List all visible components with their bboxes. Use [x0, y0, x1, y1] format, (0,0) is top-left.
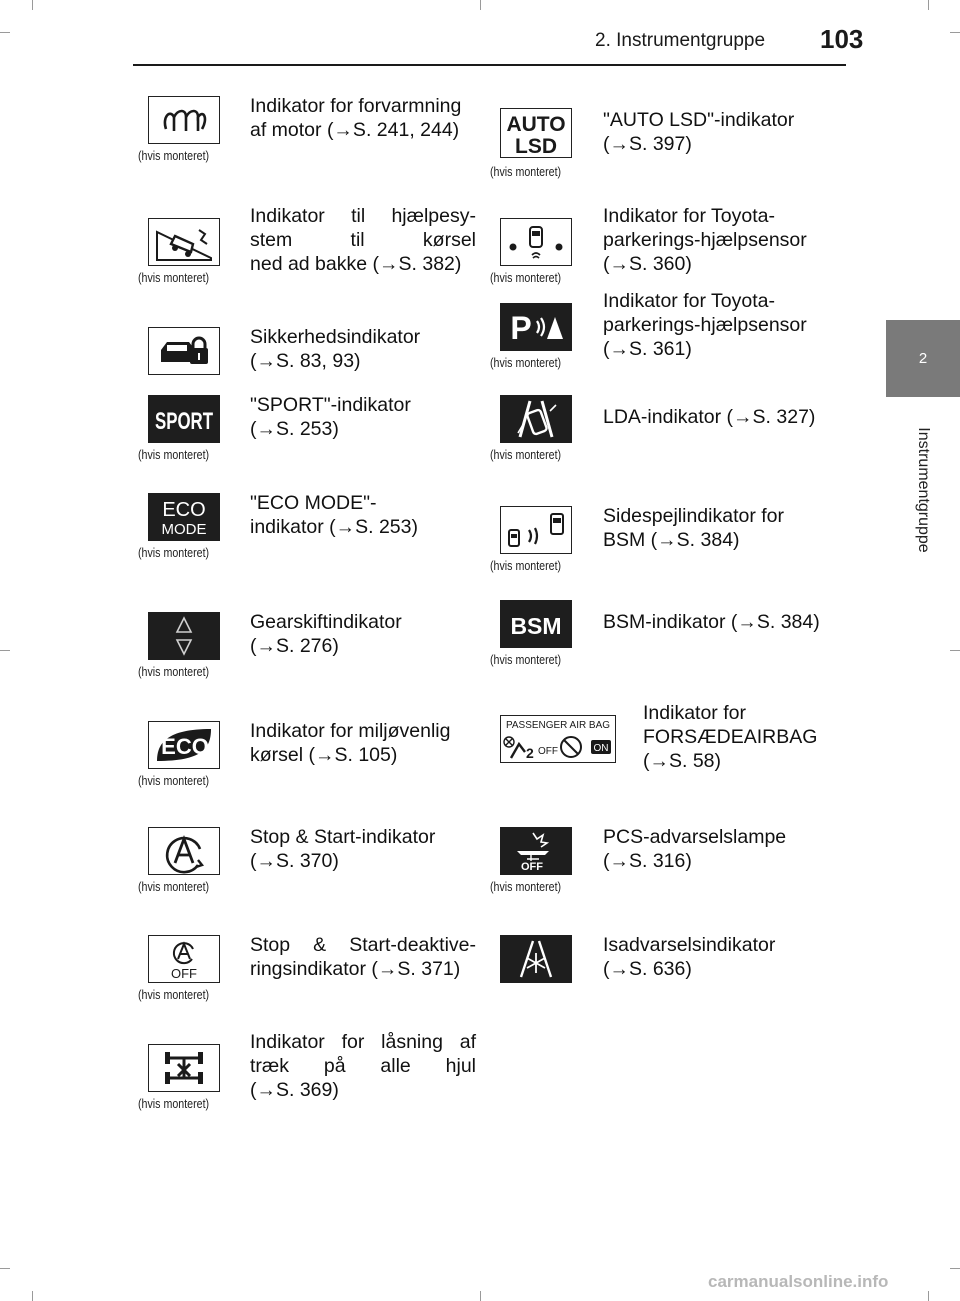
fitted-label: (hvis monteret) — [138, 773, 210, 788]
crop-mark — [928, 0, 929, 10]
eco-mode-icon — [148, 493, 220, 541]
indicator-description — [250, 610, 476, 658]
description-line: Indikator for Toyota- — [603, 290, 775, 312]
svg-text:ECO: ECO — [161, 734, 209, 759]
preheat-coil-icon — [148, 96, 220, 144]
svg-text:MODE: MODE — [161, 521, 207, 538]
description-line: BSM (→S. 384) — [603, 529, 740, 551]
eco-drive-icon — [148, 721, 220, 769]
security-lock-icon — [148, 327, 220, 375]
description-line: parkerings-hjælpsensor — [603, 229, 807, 251]
description-line: Indikator for forvarmning — [250, 95, 462, 117]
fitted-label: (hvis monteret) — [490, 447, 562, 462]
description-line: (→S. 397) — [603, 133, 692, 155]
fitted-label: (hvis monteret) — [490, 164, 562, 179]
description-line: parkerings-hjælpsensor — [603, 314, 807, 336]
bsm-mirror-icon — [500, 506, 572, 554]
fitted-label: (hvis monteret) — [490, 558, 562, 573]
indicator-description — [603, 108, 829, 156]
crop-mark — [950, 32, 960, 33]
indicator-description — [250, 393, 476, 441]
description-line: BSM-indikator (→S. 384) — [603, 611, 820, 633]
fitted-label: (hvis monteret) — [138, 148, 210, 163]
indicator-description — [603, 610, 829, 634]
header-rule — [133, 64, 846, 66]
chapter-tab-number: 2 — [886, 320, 960, 397]
fitted-label: (hvis monteret) — [138, 1096, 210, 1111]
crop-mark — [950, 1268, 960, 1269]
indicator-description — [250, 325, 476, 373]
description-line: (→S. 360) — [603, 253, 692, 275]
fitted-label: (hvis monteret) — [490, 355, 562, 370]
pcs-warning-icon — [500, 827, 572, 875]
description-line: Indikator for Toyota- — [603, 205, 775, 227]
description-line: Stop & Start-deaktive- — [250, 934, 476, 956]
chapter-tab-label: Instrumentgruppe — [915, 426, 932, 553]
fitted-label: (hvis monteret) — [138, 664, 210, 679]
page-number: 103 — [820, 24, 864, 54]
description-line: "SPORT"-indikator — [250, 394, 411, 416]
stop-start-off-icon — [148, 935, 220, 983]
indicator-description — [603, 204, 829, 276]
description-line: Gearskiftindikator — [250, 611, 402, 633]
svg-text:SPORT: SPORT — [155, 408, 214, 435]
svg-text:AUTO: AUTO — [506, 113, 566, 136]
fitted-label: (hvis monteret) — [490, 270, 562, 285]
description-line: (→S. 83, 93) — [250, 350, 361, 372]
indicator-description — [250, 719, 476, 767]
description-line: træk på alle hjul — [250, 1055, 476, 1077]
watermark: carmanualsonline.info — [708, 1272, 889, 1291]
svg-text:LSD: LSD — [515, 135, 557, 158]
ice-warning-icon — [500, 935, 572, 983]
description-line: FORSÆDEAIRBAG — [643, 726, 818, 748]
description-line: (→S. 369) — [250, 1079, 339, 1101]
auto-lsd-icon — [500, 108, 572, 158]
indicator-description — [250, 1030, 476, 1102]
indicator-description — [250, 825, 476, 873]
lda-icon — [500, 395, 572, 443]
indicator-description — [250, 94, 476, 142]
crop-mark — [480, 0, 481, 10]
svg-text:ON: ON — [593, 743, 609, 754]
fitted-label: (hvis monteret) — [138, 447, 210, 462]
fitted-label: (hvis monteret) — [490, 879, 562, 894]
description-line: af motor (→S. 241, 244) — [250, 119, 460, 141]
description-line: (→S. 370) — [250, 850, 339, 872]
fitted-label: (hvis monteret) — [138, 270, 210, 285]
description-line: (→S. 316) — [603, 850, 692, 872]
downhill-assist-icon — [148, 218, 220, 266]
svg-text:2: 2 — [526, 745, 534, 761]
description-line: LDA-indikator (→S. 327) — [603, 406, 816, 428]
description-line: "ECO MODE"- — [250, 492, 377, 514]
indicator-description — [603, 405, 829, 429]
description-line: Sikkerhedsindikator — [250, 326, 421, 348]
description-line: (→S. 276) — [250, 635, 339, 657]
svg-text:OFF: OFF — [538, 746, 558, 757]
fitted-label: (hvis monteret) — [138, 545, 210, 560]
stop-start-icon — [148, 827, 220, 875]
description-line: Indikator for — [643, 702, 746, 724]
crop-mark — [480, 1291, 481, 1301]
indicator-description — [250, 204, 476, 276]
description-line: (→S. 58) — [643, 750, 722, 772]
description-line: PCS-advarselslampe — [603, 826, 787, 848]
svg-text:PASSENGER AIR BAG: PASSENGER AIR BAG — [506, 719, 610, 731]
description-line: ringsindikator (→S. 371) — [250, 958, 461, 980]
indicator-description — [603, 825, 829, 873]
crop-mark — [0, 32, 10, 33]
crop-mark — [0, 1268, 10, 1269]
crop-mark — [928, 1291, 929, 1301]
indicator-description — [603, 289, 829, 361]
svg-text:P: P — [510, 310, 532, 346]
description-line: kørsel (→S. 105) — [250, 744, 398, 766]
description-line: Stop & Start-indikator — [250, 826, 436, 848]
chapter-tab — [886, 397, 960, 582]
sport-mode-icon — [148, 395, 220, 443]
fitted-label: (hvis monteret) — [490, 652, 562, 667]
parking-sensor-icon — [500, 218, 572, 266]
crop-mark — [950, 650, 960, 651]
svg-text:ECO: ECO — [162, 499, 206, 521]
awd-lock-icon — [148, 1044, 220, 1092]
svg-text:BSM: BSM — [510, 613, 562, 639]
crop-mark — [32, 0, 33, 10]
description-line: Sidespejlindikator for — [603, 505, 785, 527]
fitted-label: (hvis monteret) — [138, 987, 210, 1002]
passenger-airbag-icon — [500, 715, 616, 763]
description-line: Indikator for låsning af — [250, 1031, 476, 1053]
description-line: Indikator for miljøvenlig — [250, 720, 451, 742]
indicator-description — [603, 933, 829, 981]
crop-mark — [32, 1291, 33, 1301]
indicator-description — [250, 491, 476, 539]
description-line: "AUTO LSD"-indikator — [603, 109, 795, 131]
description-line: ned ad bakke (→S. 382) — [250, 253, 462, 275]
svg-text:OFF: OFF — [171, 966, 197, 981]
indicator-description — [643, 701, 829, 773]
crop-mark — [0, 650, 10, 651]
description-line: (→S. 253) — [250, 418, 339, 440]
description-line: stem til kørsel — [250, 229, 476, 251]
chapter-title: 2. Instrumentgruppe — [595, 30, 766, 51]
bsm-icon — [500, 600, 572, 648]
description-line: Indikator til hjælpesy- — [250, 205, 476, 227]
fitted-label: (hvis monteret) — [138, 879, 210, 894]
shift-indicator-icon — [148, 612, 220, 660]
indicator-description — [603, 504, 829, 552]
svg-text:OFF: OFF — [521, 861, 543, 873]
description-line: (→S. 636) — [603, 958, 692, 980]
parking-assist-p-icon — [500, 303, 572, 351]
indicator-description — [250, 933, 476, 981]
description-line: (→S. 361) — [603, 338, 692, 360]
description-line: indikator (→S. 253) — [250, 516, 418, 538]
description-line: Isadvarselsindikator — [603, 934, 776, 956]
